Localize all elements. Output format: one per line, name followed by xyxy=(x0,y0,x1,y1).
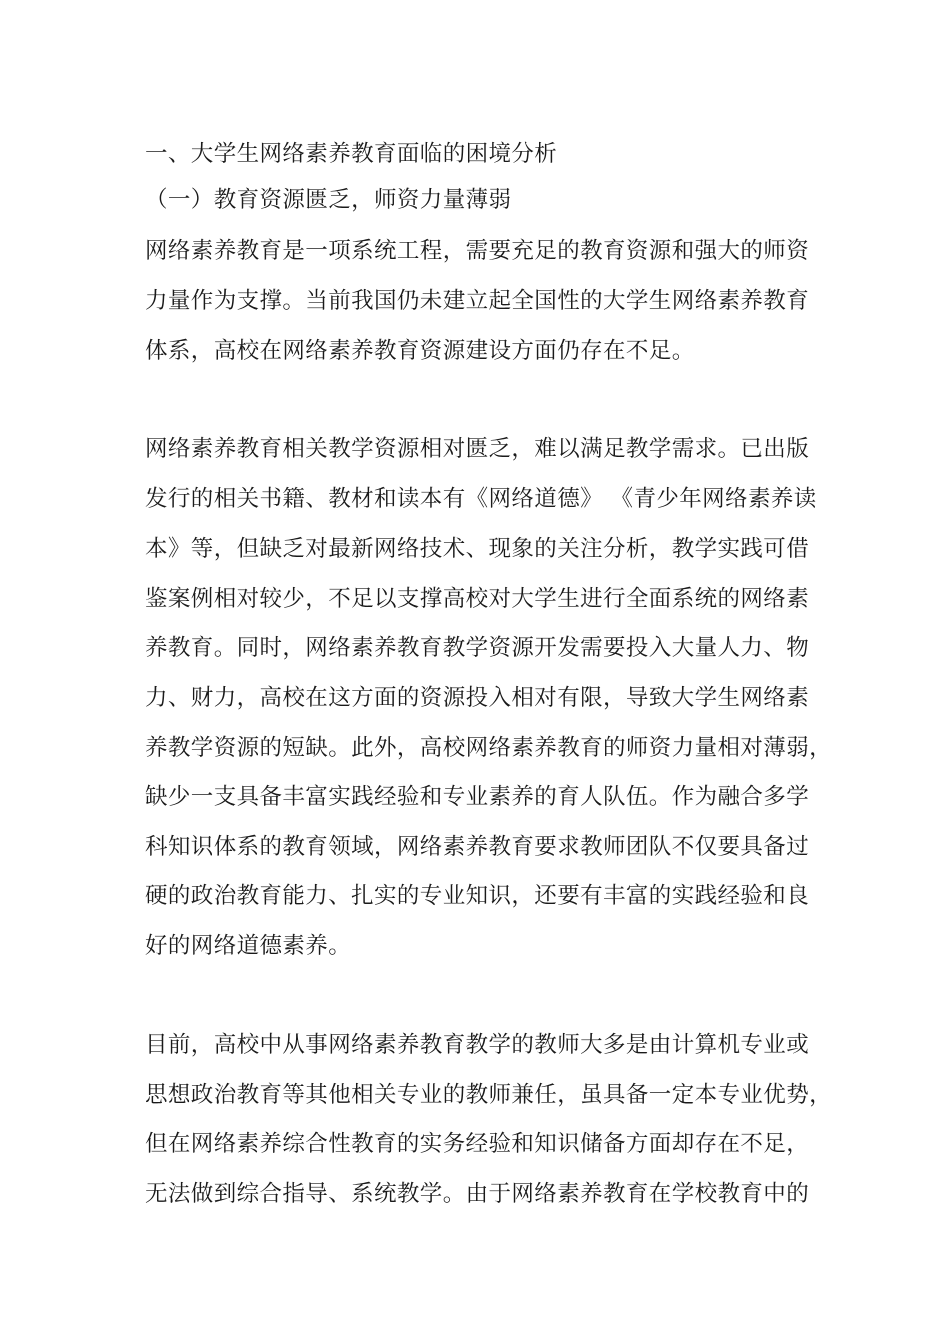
paragraph-line: 本》等，但缺乏对最新网络技术、现象的关注分析，教学实践可借 xyxy=(145,536,810,562)
paragraph-line: 网络素养教育是一项系统工程，需要充足的教育资源和强大的师资 xyxy=(145,238,810,264)
paragraph-line: 无法做到综合指导、系统教学。由于网络素养教育在学校教育中的 xyxy=(145,1181,810,1207)
paragraph-line: 发行的相关书籍、教材和读本有《网络道德》 《青少年网络素养读 xyxy=(145,486,817,512)
subsection-heading: （一）教育资源匮乏，师资力量薄弱 xyxy=(145,187,512,213)
section-heading: 一、大学生网络素养教育面临的困境分析 xyxy=(145,141,558,167)
paragraph-line: 体系，高校在网络素养教育资源建设方面仍存在不足。 xyxy=(145,338,695,364)
paragraph-line: 目前，高校中从事网络素养教育教学的教师大多是由计算机专业或 xyxy=(145,1032,810,1058)
paragraph-line: 思想政治教育等其他相关专业的教师兼任，虽具备一定本专业优势， xyxy=(145,1082,833,1108)
paragraph-line: 养教育。同时，网络素养教育教学资源开发需要投入大量人力、物 xyxy=(145,635,810,661)
paragraph-line: 鉴案例相对较少，不足以支撑高校对大学生进行全面系统的网络素 xyxy=(145,586,810,612)
paragraph-line: 硬的政治教育能力、扎实的专业知识，还要有丰富的实践经验和良 xyxy=(145,883,810,909)
paragraph-line: 养教学资源的短缺。此外，高校网络素养教育的师资力量相对薄弱， xyxy=(145,735,833,761)
paragraph-line: 力量作为支撑。当前我国仍未建立起全国性的大学生网络素养教育 xyxy=(145,288,810,314)
paragraph-line: 力、财力，高校在这方面的资源投入相对有限，导致大学生网络素 xyxy=(145,685,810,711)
paragraph-line: 科知识体系的教育领域，网络素养教育要求教师团队不仅要具备过 xyxy=(145,834,810,860)
paragraph-line: 好的网络道德素养。 xyxy=(145,933,352,959)
paragraph-line: 缺少一支具备丰富实践经验和专业素养的育人队伍。作为融合多学 xyxy=(145,784,810,810)
paragraph-line: 网络素养教育相关教学资源相对匮乏，难以满足教学需求。已出版 xyxy=(145,436,810,462)
paragraph-line: 但在网络素养综合性教育的实务经验和知识储备方面却存在不足， xyxy=(145,1131,810,1157)
